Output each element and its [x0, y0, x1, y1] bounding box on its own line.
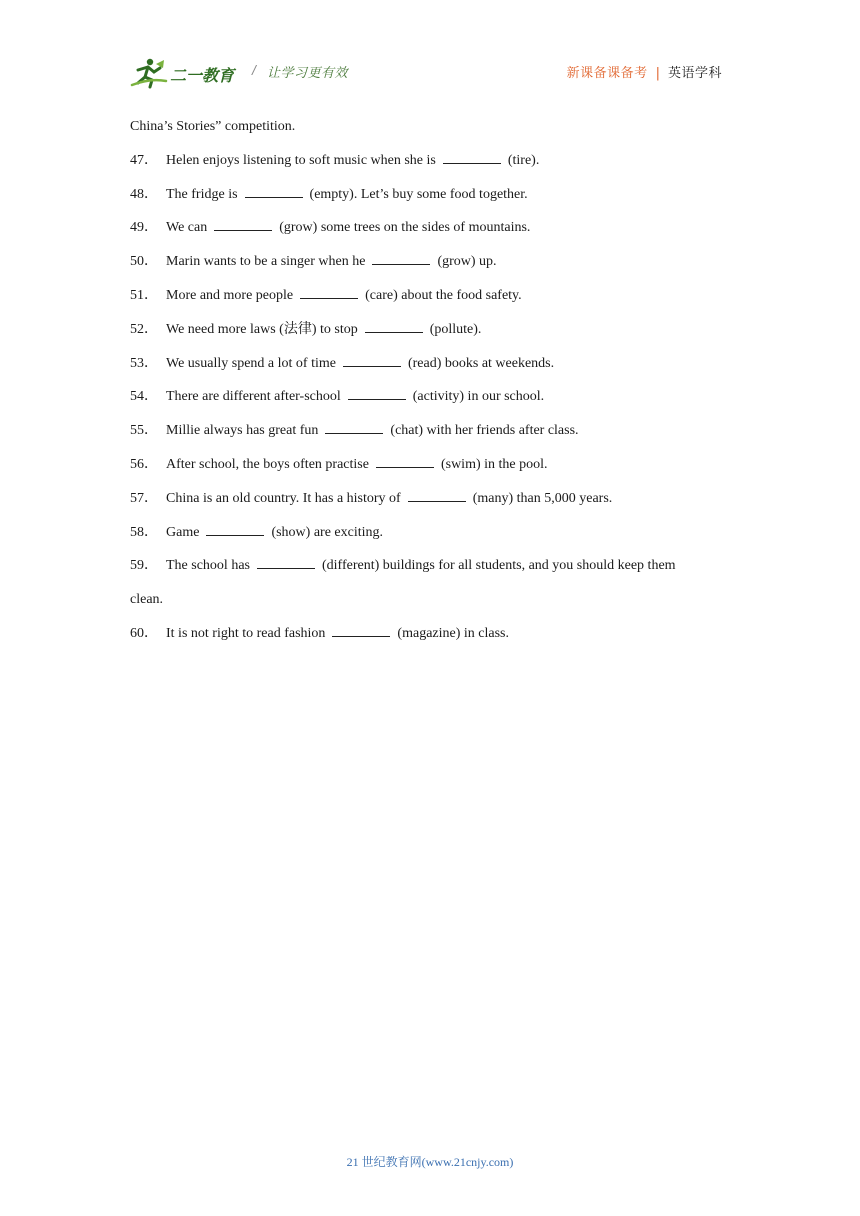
question-47	[130, 144, 730, 178]
question-56	[130, 448, 730, 482]
question-50	[130, 245, 730, 279]
header-course-info	[567, 62, 722, 81]
answer-blank	[245, 183, 303, 198]
question-54	[130, 380, 730, 414]
question-48	[130, 178, 730, 212]
question-text-before: Marin wants to be a singer when he	[166, 254, 366, 270]
question-text-after: (read) books at weekends.	[407, 355, 555, 371]
question-text-before: China is an old country. It has a history of	[166, 490, 401, 506]
answer-blank	[376, 453, 434, 468]
question-text-before: We usually spend a lot of time	[166, 355, 336, 371]
answer-blank	[372, 250, 430, 265]
question-number: 50．	[130, 254, 158, 270]
question-number: 56．	[130, 456, 158, 472]
course-label: 新课备课备考	[566, 66, 648, 81]
question-text-after: (magazine) in class.	[397, 625, 509, 641]
question-number: 59．	[130, 558, 158, 574]
question-text-after: (show) are exciting.	[271, 524, 384, 540]
subject-label: 英语学科	[667, 66, 722, 81]
question-number: 47．	[130, 152, 158, 168]
question-49	[130, 211, 730, 245]
svg-text:二一教育: 二一教育	[170, 66, 235, 85]
exercise-content	[130, 110, 730, 651]
question-text-before: More and more people	[166, 287, 294, 303]
header-divider: |	[655, 66, 660, 81]
question-text-after: (empty). Let’s buy some food together.	[309, 186, 528, 202]
question-text-before: There are different after-school	[166, 389, 341, 405]
question-text-before: Helen enjoys listening to soft music when she is	[166, 152, 436, 168]
question-number: 49．	[130, 220, 158, 236]
question-text-after: (swim) in the pool.	[440, 456, 548, 472]
answer-blank	[257, 554, 315, 569]
question-55	[130, 414, 730, 448]
answer-blank	[365, 318, 423, 333]
question-text-after: (different) buildings for all students, and you should keep them	[321, 558, 676, 574]
page-header	[0, 0, 860, 100]
slogan-separator: /	[252, 62, 256, 78]
answer-blank	[443, 149, 501, 164]
question-number: 52．	[130, 321, 158, 337]
header-slogan: 让学习更有效	[267, 66, 349, 81]
question-text-after: (chat) with her friends after class.	[390, 423, 579, 439]
question-51	[130, 279, 730, 313]
question-text-before: Game	[166, 524, 200, 540]
question-number: 55．	[130, 423, 158, 439]
page-footer: 21 世纪教育网(www.21cnjy.com)	[346, 1155, 514, 1169]
question-60	[130, 617, 730, 651]
question-number: 54．	[130, 389, 158, 405]
question-text-before: We need more laws (法律) to stop	[166, 321, 358, 337]
question-text-after: (care) about the food safety.	[365, 287, 522, 303]
question-58	[130, 516, 730, 550]
answer-blank	[206, 521, 264, 536]
answer-blank	[343, 352, 401, 367]
question-57	[130, 482, 730, 516]
question-number: 58．	[130, 524, 158, 540]
question-text-before: It is not right to read fashion	[166, 625, 326, 641]
answer-blank	[332, 622, 390, 637]
question-number: 48．	[130, 186, 158, 202]
continuation-line: China’s Stories” competition.	[130, 119, 296, 134]
question-59	[130, 549, 730, 583]
question-number: 57．	[130, 490, 158, 506]
question-text-before: Millie always has great fun	[166, 423, 319, 439]
question-59-wrap: clean.	[130, 592, 164, 608]
brand-logo	[130, 56, 242, 90]
answer-blank	[408, 487, 466, 502]
answer-blank	[348, 385, 406, 400]
question-text-after: (grow) some trees on the sides of mountains.	[279, 220, 531, 236]
question-number: 53．	[130, 355, 158, 371]
question-text-before: We can	[166, 220, 208, 236]
question-text-before: The fridge is	[166, 186, 238, 202]
question-text-after: (tire).	[507, 152, 540, 168]
question-text-after: (many) than 5,000 years.	[472, 490, 613, 506]
answer-blank	[300, 284, 358, 299]
answer-blank	[325, 419, 383, 434]
question-text-before: The school has	[166, 558, 250, 574]
question-text-after: (activity) in our school.	[412, 389, 545, 405]
question-text-after: (pollute).	[429, 321, 482, 337]
question-53	[130, 347, 730, 381]
answer-blank	[214, 216, 272, 231]
question-number: 51．	[130, 287, 158, 303]
question-text-after: (grow) up.	[437, 254, 497, 270]
runner-logo-icon	[130, 56, 242, 90]
question-text-before: After school, the boys often practise	[166, 456, 369, 472]
question-number: 60．	[130, 625, 158, 641]
question-52	[130, 313, 730, 347]
